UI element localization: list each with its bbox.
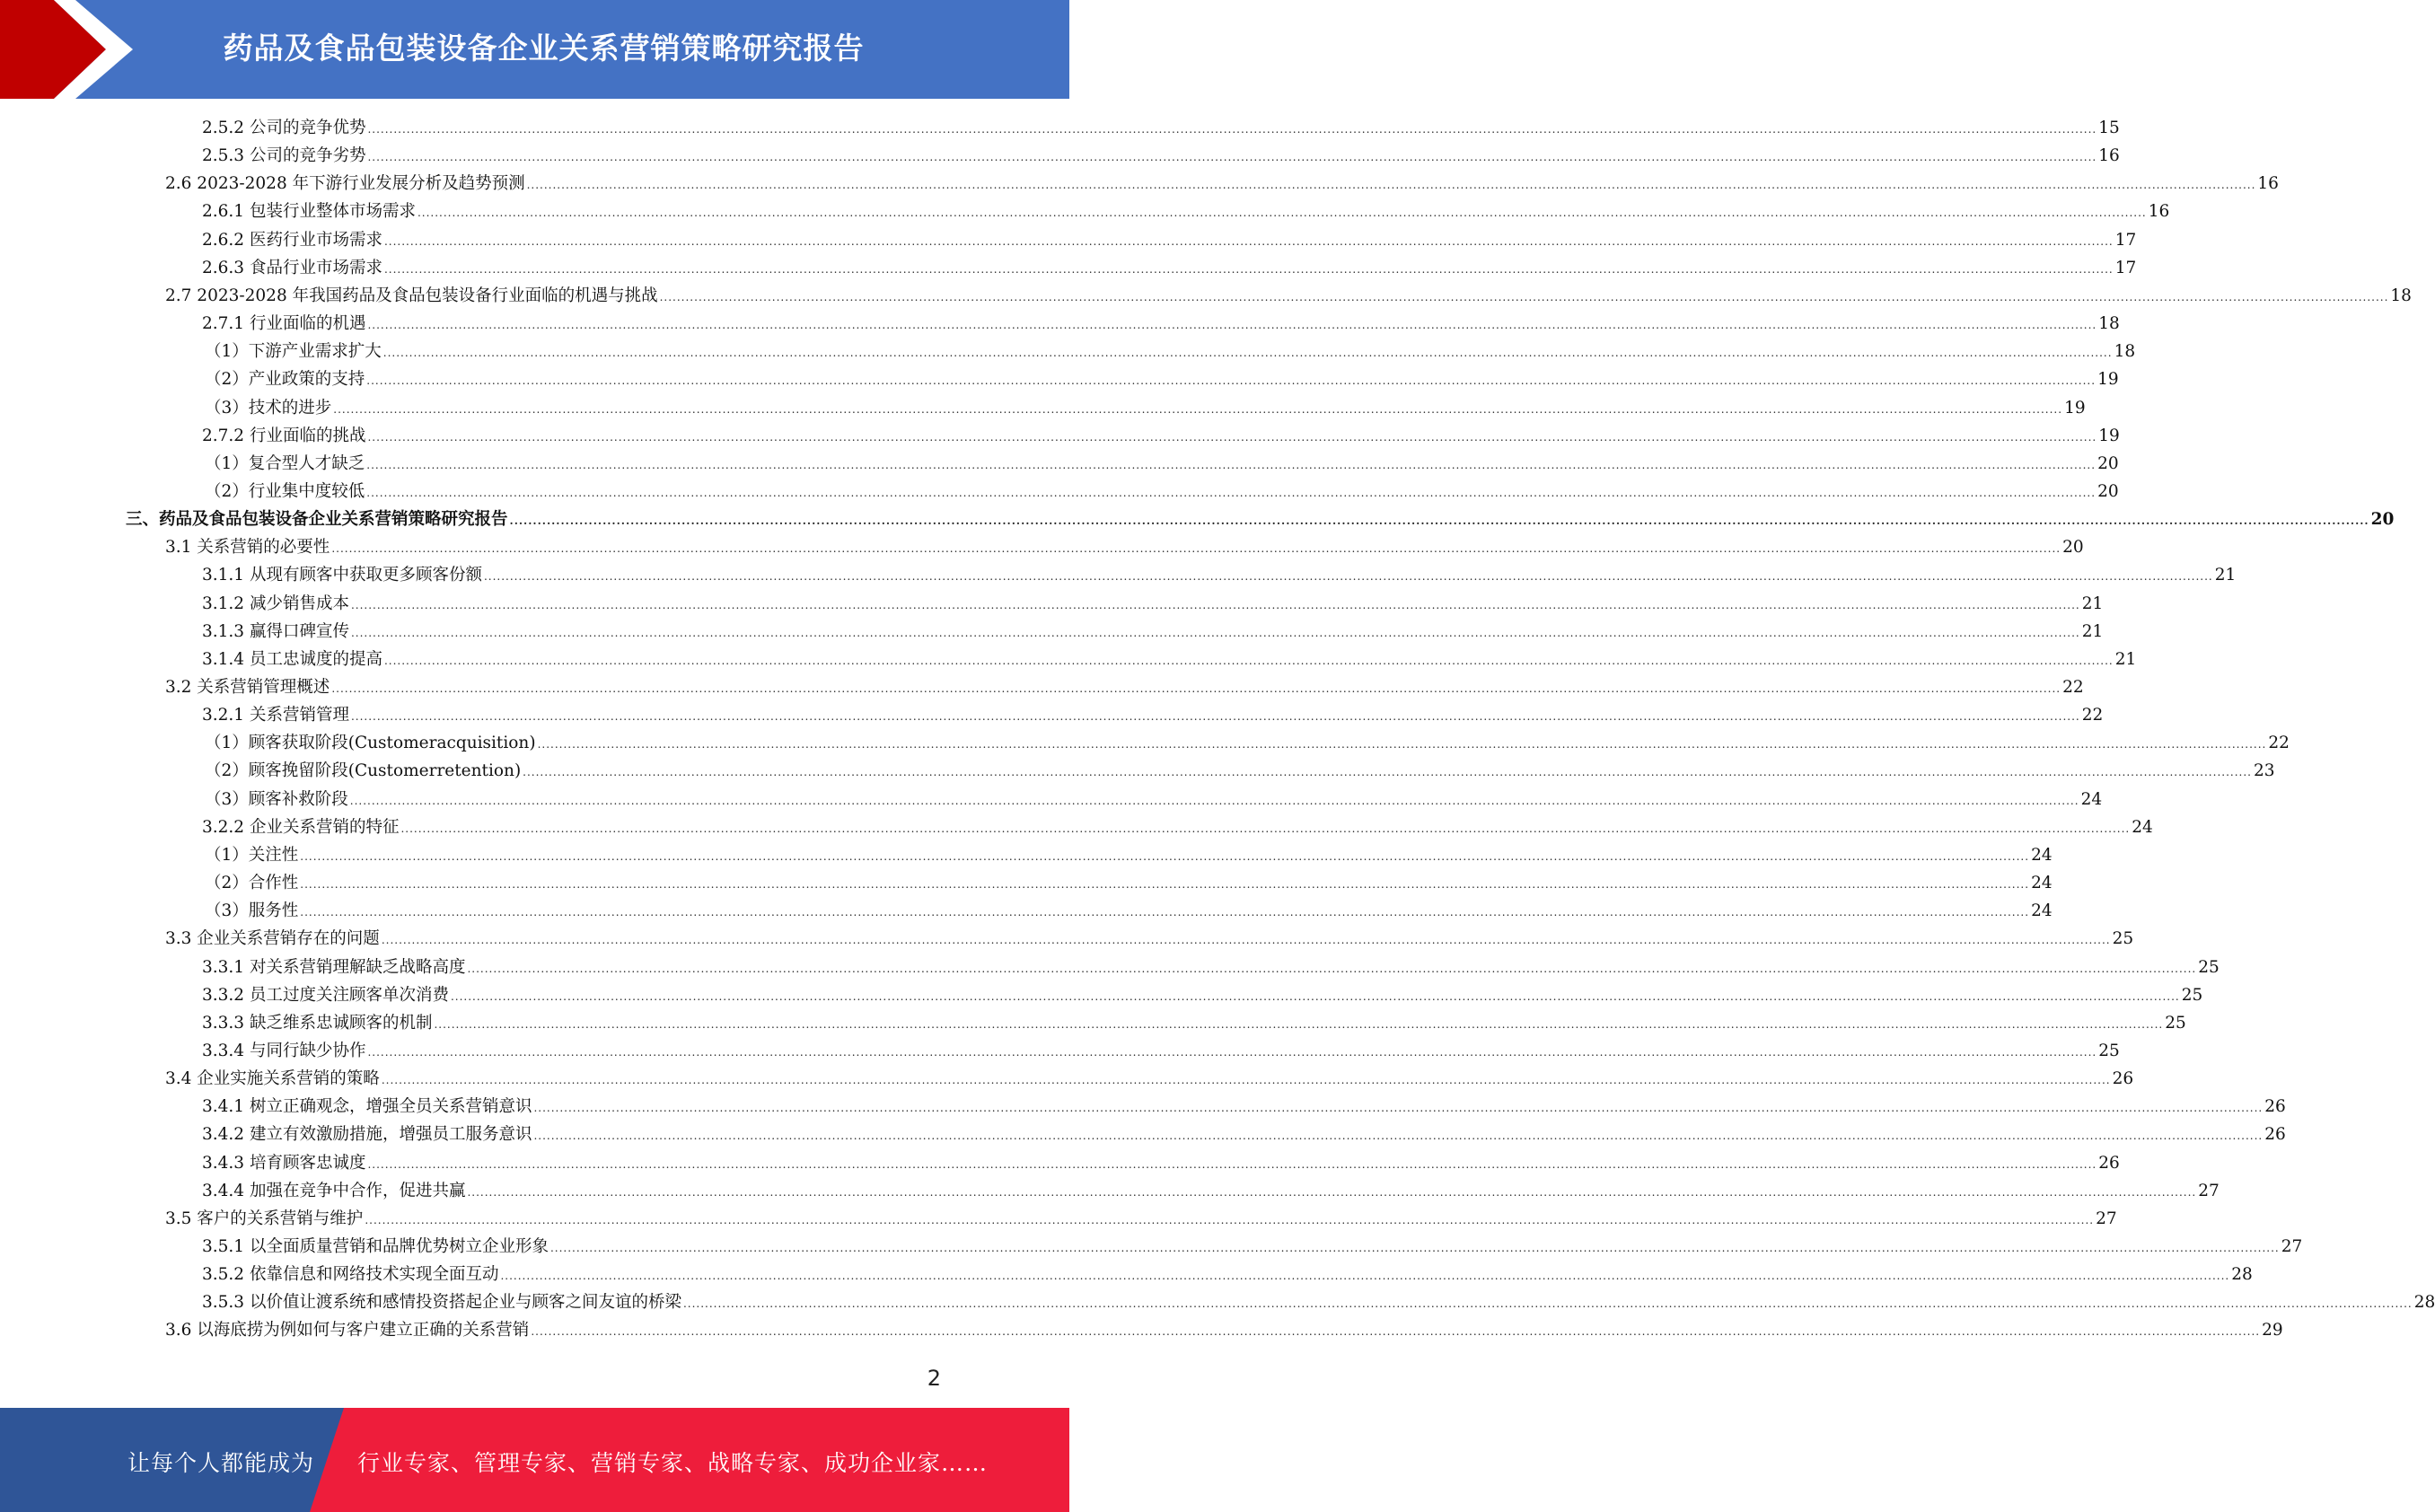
- toc-leader-dots: ................................................................................................................................................................................................................................................................................................................................................................................................................: [531, 1325, 2261, 1339]
- toc-entry-title: （2）顾客挽留阶段(Customerretention): [205, 761, 522, 781]
- toc-leader-dots: ................................................................................................................................................................................................................................................................................................................................................................................................................: [367, 430, 2097, 444]
- toc-leader-dots: ................................................................................................................................................................................................................................................................................................................................................................................................................: [659, 290, 2389, 303]
- toc-entry-page: 25: [2181, 985, 2203, 1005]
- toc-entry-page: 17: [2114, 230, 2137, 250]
- toc-entry-page: 26: [2098, 1153, 2120, 1173]
- toc-entry-page: 20: [2370, 510, 2395, 530]
- toc-entry-title: 3.6 以海底捞为例如何与客户建立正确的关系营销: [165, 1321, 530, 1341]
- toc-leader-dots: ................................................................................................................................................................................................................................................................................................................................................................................................................: [526, 179, 2256, 192]
- toc-entry[interactable]: [202, 561, 2237, 589]
- toc-entry[interactable]: [165, 673, 2084, 701]
- toc-entry-title: 2.6 2023-2028 年下游行业发展分析及趋势预测: [165, 174, 525, 194]
- toc-entry-title: 3.1 关系营销的必要性: [165, 538, 330, 558]
- toc-entry-title: （1）下游产业需求扩大: [205, 342, 382, 362]
- toc-entry-page: 25: [2165, 1013, 2186, 1033]
- toc-entry[interactable]: [202, 1233, 2303, 1261]
- toc-entry-title: 2.6.3 食品行业市场需求: [202, 258, 382, 277]
- toc-entry-title: 3.5.1 以全面质量营销和品牌优势树立企业形象: [202, 1237, 549, 1256]
- toc-entry-page: 24: [2031, 845, 2053, 865]
- toc-entry-page: 21: [2081, 593, 2104, 613]
- toc-entry[interactable]: [202, 198, 2170, 225]
- toc-leader-dots: ................................................................................................................................................................................................................................................................................................................................................................................................................: [383, 262, 2114, 276]
- toc-entry-title: （1）关注性: [205, 845, 299, 865]
- toc-entry-title: （2）行业集中度较低: [205, 481, 365, 501]
- toc-entry-title: 三、药品及食品包装设备企业关系营销策略研究报告: [126, 510, 508, 530]
- toc-entry[interactable]: [205, 897, 2053, 925]
- toc-leader-dots: ................................................................................................................................................................................................................................................................................................................................................................................................................: [333, 402, 2063, 416]
- toc-leader-dots: ................................................................................................................................................................................................................................................................................................................................................................................................................: [366, 486, 2097, 499]
- toc-entry-title: 3.3.3 缺乏维系忠诚顾客的机制: [202, 1013, 433, 1033]
- toc-entry-page: 16: [2148, 202, 2170, 222]
- toc-entry-title: 2.5.3 公司的竞争劣势: [202, 146, 366, 166]
- toc-leader-dots: ................................................................................................................................................................................................................................................................................................................................................................................................................: [533, 1102, 2264, 1115]
- toc-entry[interactable]: [202, 1093, 2286, 1121]
- toc-leader-dots: ................................................................................................................................................................................................................................................................................................................................................................................................................: [367, 1045, 2097, 1059]
- toc-entry-title: 3.3.1 对关系营销理解缺乏战略高度: [202, 957, 466, 977]
- toc-entry[interactable]: [202, 618, 2104, 646]
- toc-entry-page: 16: [2257, 174, 2279, 194]
- toc-leader-dots: ................................................................................................................................................................................................................................................................................................................................................................................................................: [300, 906, 2030, 919]
- toc-entry[interactable]: [202, 226, 2137, 254]
- toc-leader-dots: ................................................................................................................................................................................................................................................................................................................................................................................................................: [367, 1157, 2097, 1171]
- toc-entry[interactable]: [202, 1149, 2120, 1177]
- toc-entry[interactable]: [202, 590, 2104, 618]
- toc-entry[interactable]: [205, 869, 2053, 897]
- toc-entry-title: 3.2 关系营销管理概述: [165, 678, 330, 697]
- toc-entry-page: 27: [2198, 1181, 2220, 1200]
- toc-leader-dots: ................................................................................................................................................................................................................................................................................................................................................................................................................: [381, 1074, 2111, 1087]
- toc-leader-dots: ................................................................................................................................................................................................................................................................................................................................................................................................................: [365, 1213, 2095, 1226]
- toc-leader-dots: ................................................................................................................................................................................................................................................................................................................................................................................................................: [383, 234, 2114, 248]
- toc-entry[interactable]: [205, 338, 2136, 365]
- toc-leader-dots: ................................................................................................................................................................................................................................................................................................................................................................................................................: [366, 458, 2097, 471]
- toc-entry[interactable]: [202, 1121, 2286, 1148]
- toc-entry-page: 16: [2098, 146, 2120, 166]
- toc-leader-dots: ................................................................................................................................................................................................................................................................................................................................................................................................................: [300, 878, 2030, 892]
- toc-entry-page: 29: [2262, 1321, 2283, 1341]
- toc-entry[interactable]: [205, 365, 2119, 393]
- toc-entry-page: 24: [2031, 874, 2053, 893]
- footer-slogan-right: 行业专家、管理专家、营销专家、战略专家、成功企业家……: [357, 1450, 989, 1476]
- toc-entry-title: （1）顾客获取阶段(Customeracquisition): [205, 734, 536, 753]
- toc-leader-dots: ................................................................................................................................................................................................................................................................................................................................................................................................................: [367, 151, 2097, 164]
- toc-entry-page: 27: [2281, 1237, 2303, 1256]
- toc-leader-dots: ................................................................................................................................................................................................................................................................................................................................................................................................................: [682, 1297, 2413, 1311]
- toc-entry-title: 3.4.1 树立正确观念，增强全员关系营销意识: [202, 1097, 532, 1117]
- toc-leader-dots: ................................................................................................................................................................................................................................................................................................................................................................................................................: [300, 849, 2030, 863]
- toc-entry[interactable]: [205, 786, 2103, 813]
- toc-entry-page: 25: [2098, 1041, 2120, 1060]
- toc-entry-title: （2）产业政策的支持: [205, 370, 365, 390]
- toc-entry-page: 18: [2114, 342, 2136, 362]
- toc-leader-dots: ................................................................................................................................................................................................................................................................................................................................................................................................................: [331, 682, 2061, 695]
- toc-entry-page: 19: [2097, 370, 2119, 390]
- toc-entry-title: 2.7 2023-2028 年我国药品及食品包装设备行业面临的机遇与挑战: [165, 286, 658, 305]
- toc-entry-page: 21: [2214, 566, 2237, 585]
- header-title: 药品及食品包装设备企业关系营销策略研究报告: [223, 31, 865, 66]
- toc-entry-page: 27: [2096, 1209, 2117, 1228]
- toc-entry-page: 26: [2264, 1097, 2286, 1117]
- toc-entry[interactable]: [165, 282, 2412, 310]
- toc-entry-page: 24: [2132, 817, 2153, 837]
- toc-entry[interactable]: [165, 1316, 2283, 1344]
- toc-entry[interactable]: [202, 310, 2120, 338]
- toc-entry-title: 3.3 企业关系营销存在的问题: [165, 929, 380, 949]
- toc-entry-page: 19: [2064, 398, 2086, 418]
- toc-entry-title: 2.5.2 公司的竞争优势: [202, 119, 366, 137]
- toc-entry-title: 3.1.4 员工忠诚度的提高: [202, 649, 382, 669]
- toc-entry[interactable]: [205, 757, 2275, 785]
- toc-entry-title: 3.4 企业实施关系营销的策略: [165, 1069, 380, 1089]
- toc-entry-page: 21: [2081, 621, 2104, 641]
- toc-leader-dots: ................................................................................................................................................................................................................................................................................................................................................................................................................: [533, 1130, 2264, 1143]
- toc-entry-title: 3.4.2 建立有效激励措施，增强员工服务意识: [202, 1125, 532, 1145]
- toc-leader-dots: ................................................................................................................................................................................................................................................................................................................................................................................................................: [350, 710, 2080, 724]
- toc-entry[interactable]: [202, 1037, 2120, 1065]
- toc-entry-title: 3.3.2 员工过度关注顾客单次消费: [202, 985, 449, 1005]
- toc-leader-dots: ................................................................................................................................................................................................................................................................................................................................................................................................................: [483, 570, 2213, 584]
- toc-entry-page: 19: [2098, 426, 2120, 445]
- toc-leader-dots: ................................................................................................................................................................................................................................................................................................................................................................................................................: [350, 626, 2080, 639]
- toc-entry-title: （3）顾客补救阶段: [205, 789, 348, 809]
- toc-entry-title: 2.6.1 包装行业整体市场需求: [202, 202, 416, 222]
- toc-entry-page: 18: [2390, 286, 2412, 305]
- page-number: 2: [927, 1366, 941, 1391]
- toc-leader-dots: ................................................................................................................................................................................................................................................................................................................................................................................................................: [349, 794, 2079, 807]
- toc-entry[interactable]: [202, 114, 2120, 142]
- toc-entry[interactable]: [202, 422, 2120, 450]
- toc-entry-page: 20: [2097, 453, 2119, 473]
- toc-entry-title: 3.5 客户的关系营销与维护: [165, 1209, 364, 1228]
- toc-leader-dots: ................................................................................................................................................................................................................................................................................................................................................................................................................: [467, 962, 2197, 975]
- toc-entry-title: 3.5.2 依靠信息和网络技术实现全面互动: [202, 1265, 499, 1285]
- toc-leader-dots: ................................................................................................................................................................................................................................................................................................................................................................................................................: [350, 598, 2080, 611]
- toc-leader-dots: ................................................................................................................................................................................................................................................................................................................................................................................................................: [381, 934, 2111, 947]
- toc-entry-page: 22: [2062, 678, 2084, 697]
- toc-entry[interactable]: [126, 505, 2395, 533]
- toc-entry-page: 25: [2112, 929, 2134, 949]
- toc-entry-title: 3.1.1 从现有顾客中获取更多顾客份额: [202, 566, 482, 585]
- toc-leader-dots: ................................................................................................................................................................................................................................................................................................................................................................................................................: [367, 123, 2097, 136]
- toc-entry-title: 3.1.2 减少销售成本: [202, 593, 349, 613]
- toc-leader-dots: ................................................................................................................................................................................................................................................................................................................................................................................................................: [434, 1017, 2164, 1031]
- toc-leader-dots: ................................................................................................................................................................................................................................................................................................................................................................................................................: [523, 766, 2252, 779]
- toc-entry-title: 2.6.2 医药行业市场需求: [202, 230, 382, 250]
- footer-band: [0, 1408, 1069, 1512]
- toc-entry[interactable]: [202, 954, 2220, 981]
- toc-entry[interactable]: [205, 729, 2290, 757]
- toc-entry-page: 21: [2114, 649, 2137, 669]
- toc-entry-title: 3.4.4 加强在竞争中合作，促进共赢: [202, 1181, 466, 1200]
- toc-entry[interactable]: [202, 701, 2104, 729]
- toc-entry-page: 24: [2080, 789, 2103, 809]
- toc-leader-dots: ................................................................................................................................................................................................................................................................................................................................................................................................................: [500, 1270, 2230, 1283]
- toc-leader-dots: ................................................................................................................................................................................................................................................................................................................................................................................................................: [400, 822, 2131, 835]
- toc-entry-title: （3）技术的进步: [205, 398, 332, 418]
- toc-entry[interactable]: [205, 450, 2119, 478]
- toc-entry-title: 3.5.3 以价值让渡系统和感情投资搭起企业与顾客之间友谊的桥梁: [202, 1293, 681, 1313]
- toc-entry-page: 18: [2098, 314, 2120, 334]
- toc-entry[interactable]: [202, 1261, 2253, 1288]
- toc-leader-dots: ................................................................................................................................................................................................................................................................................................................................................................................................................: [383, 654, 2114, 667]
- toc-leader-dots: ................................................................................................................................................................................................................................................................................................................................................................................................................: [382, 347, 2113, 360]
- toc-entry-page: 26: [2112, 1069, 2134, 1089]
- toc-entry[interactable]: [202, 1177, 2220, 1205]
- toc-entry[interactable]: [165, 533, 2084, 561]
- toc-entry-title: 3.1.3 赢得口碑宣传: [202, 621, 349, 641]
- toc-entry-page: 17: [2114, 258, 2137, 277]
- toc-entry-page: 26: [2264, 1125, 2286, 1145]
- toc-entry-page: 22: [2081, 706, 2104, 725]
- toc-leader-dots: ................................................................................................................................................................................................................................................................................................................................................................................................................: [331, 542, 2061, 556]
- toc-entry-page: 28: [2413, 1293, 2435, 1313]
- toc-entry-title: 3.2.1 关系营销管理: [202, 706, 349, 725]
- toc-leader-dots: ................................................................................................................................................................................................................................................................................................................................................................................................................: [417, 207, 2147, 220]
- toc-entry[interactable]: [165, 1205, 2117, 1233]
- toc-entry-title: 3.4.3 培育顾客忠诚度: [202, 1153, 366, 1173]
- toc-leader-dots: ................................................................................................................................................................................................................................................................................................................................................................................................................: [549, 1242, 2280, 1254]
- toc-entry-page: 24: [2031, 901, 2053, 921]
- toc-leader-dots: ................................................................................................................................................................................................................................................................................................................................................................................................................: [467, 1185, 2197, 1199]
- toc-entry[interactable]: [202, 646, 2137, 673]
- toc-entry-page: 25: [2198, 957, 2220, 977]
- toc-entry[interactable]: [202, 254, 2137, 282]
- header-band: [0, 0, 1069, 99]
- toc-entry[interactable]: [202, 1288, 2435, 1316]
- toc-entry-title: 3.3.4 与同行缺少协作: [202, 1041, 366, 1060]
- toc-entry[interactable]: [202, 813, 2153, 841]
- footer-slogan-left: 让每个人都能成为: [127, 1450, 315, 1476]
- toc-entry[interactable]: [205, 394, 2086, 422]
- toc-leader-dots: ................................................................................................................................................................................................................................................................................................................................................................................................................: [366, 374, 2097, 388]
- toc-entry[interactable]: [202, 981, 2203, 1009]
- toc-entry-page: 23: [2253, 761, 2275, 781]
- toc-entry[interactable]: [165, 170, 2279, 198]
- toc-entry-title: 2.7.1 行业面临的机遇: [202, 314, 366, 334]
- toc-leader-dots: ................................................................................................................................................................................................................................................................................................................................................................................................................: [367, 319, 2097, 332]
- toc-entry[interactable]: [202, 1009, 2186, 1037]
- toc-leader-dots: ................................................................................................................................................................................................................................................................................................................................................................................................................: [537, 738, 2267, 752]
- toc-leader-dots: ................................................................................................................................................................................................................................................................................................................................................................................................................: [509, 514, 2369, 528]
- toc-entry-title: （3）服务性: [205, 901, 299, 921]
- toc-entry[interactable]: [202, 142, 2120, 170]
- toc-entry-page: 22: [2268, 734, 2290, 753]
- toc-entry-page: 15: [2098, 119, 2120, 137]
- toc-entry-page: 20: [2097, 481, 2119, 501]
- toc-entry[interactable]: [205, 841, 2053, 869]
- toc-entry-title: 2.7.2 行业面临的挑战: [202, 426, 366, 445]
- toc-entry[interactable]: [165, 1065, 2134, 1093]
- toc-entry[interactable]: [165, 925, 2134, 953]
- toc-entry-title: （1）复合型人才缺乏: [205, 453, 365, 473]
- toc-entry-page: 20: [2062, 538, 2084, 558]
- toc-entry-title: （2）合作性: [205, 874, 299, 893]
- toc-leader-dots: ................................................................................................................................................................................................................................................................................................................................................................................................................: [450, 989, 2180, 1003]
- toc-entry[interactable]: [205, 478, 2119, 505]
- toc-entry-title: 3.2.2 企业关系营销的特征: [202, 817, 400, 837]
- toc-entry-page: 28: [2231, 1265, 2253, 1285]
